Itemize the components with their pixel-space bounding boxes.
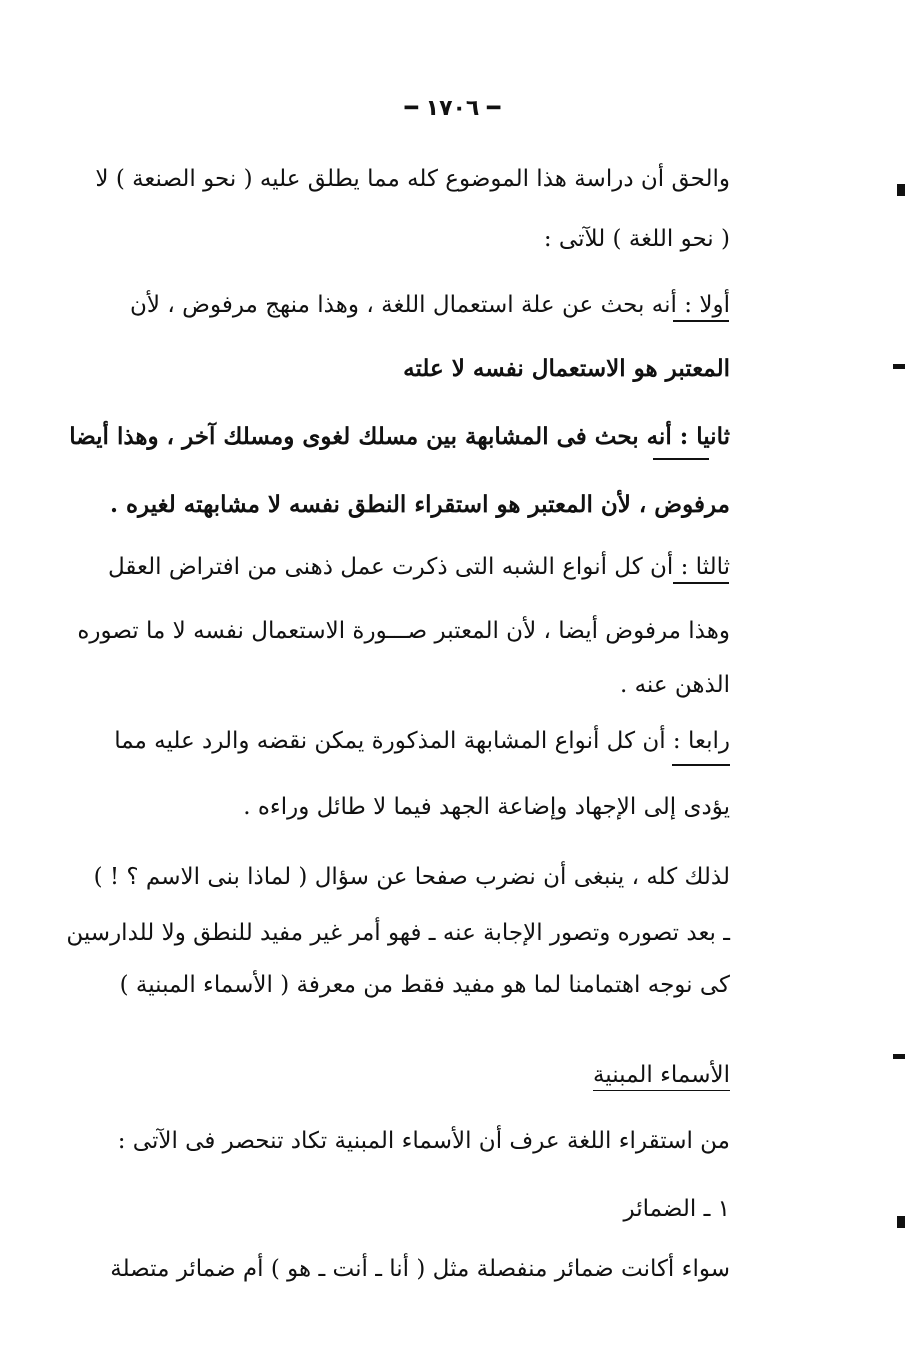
section-heading-text: الأسماء المبنية	[593, 1062, 730, 1091]
margin-speck	[897, 184, 905, 196]
text-line-10: رابعا : أن كل أنواع المشابهة المذكورة يمكن نقضه والرد عليه مما	[114, 728, 730, 754]
text-line-16: من استقراء اللغة عرف أن الأسماء المبنية تكاد تنحصر فى الآتى :	[117, 1128, 730, 1154]
text-line-7: ثالثا : أن كل أنواع الشبه التى ذكرت عمل ذهنى من افتراض العقل	[107, 554, 730, 580]
text-line-5: ثانيا : أنه بحث فى المشابهة بين مسلك لغوى ومسلك آخر ، وهذا أيضا	[69, 423, 730, 450]
text-line-6: مرفوض ، لأن المعتبر هو استقراء النطق نفسه لا مشابهته لغيره .	[109, 491, 730, 518]
underline-mark	[672, 764, 730, 766]
section-heading	[130, 1058, 730, 1092]
text-line-18: سواء أكانت ضمائر منفصلة مثل ( أنا ـ أنت ـ هو ) أم ضمائر متصلة	[110, 1256, 730, 1282]
text-line-3: أولا : أنه بحث عن علة استعمال اللغة ، وهذا منهج مرفوض ، لأن	[130, 292, 730, 318]
text-line-1: والحق أن دراسة هذا الموضوع كله مما يطلق عليه ( نحو الصنعة ) لا	[95, 166, 730, 192]
text-line-4: المعتبر هو الاستعمال نفسه لا علته	[403, 355, 730, 382]
underline-mark	[673, 582, 729, 584]
underline-mark	[673, 320, 729, 322]
text-line-9: الذهن عنه .	[619, 672, 730, 698]
text-line-11: يؤدى إلى الإجهاد وإضاعة الجهد فيما لا طائل وراءه .	[243, 794, 730, 820]
page-number: ━ ١٧٠٦ ━	[404, 96, 501, 121]
text-line-13: ـ بعد تصوره وتصور الإجابة عنه ـ فهو أمر غير مفيد للنطق ولا للدارسين	[66, 920, 730, 946]
text-line-14: كى نوجه اهتمامنا لما هو مفيد فقط من معرفة ( الأسماء المبنية )	[119, 972, 730, 998]
margin-speck	[897, 1216, 905, 1228]
margin-speck	[893, 1054, 905, 1059]
text-line-2: ( نحو اللغة ) للآتى :	[543, 226, 730, 252]
underline-mark	[653, 458, 709, 460]
margin-speck	[893, 364, 905, 369]
text-line-8: وهذا مرفوض أيضا ، لأن المعتبر صـــورة الاستعمال نفسه لا ما تصوره	[77, 618, 730, 644]
text-line-12: لذلك كله ، ينبغى أن نضرب صفحا عن سؤال ( لماذا بنى الاسم ؟ ! )	[93, 864, 730, 890]
text-line-17: ١ ـ الضمائر	[623, 1196, 730, 1222]
